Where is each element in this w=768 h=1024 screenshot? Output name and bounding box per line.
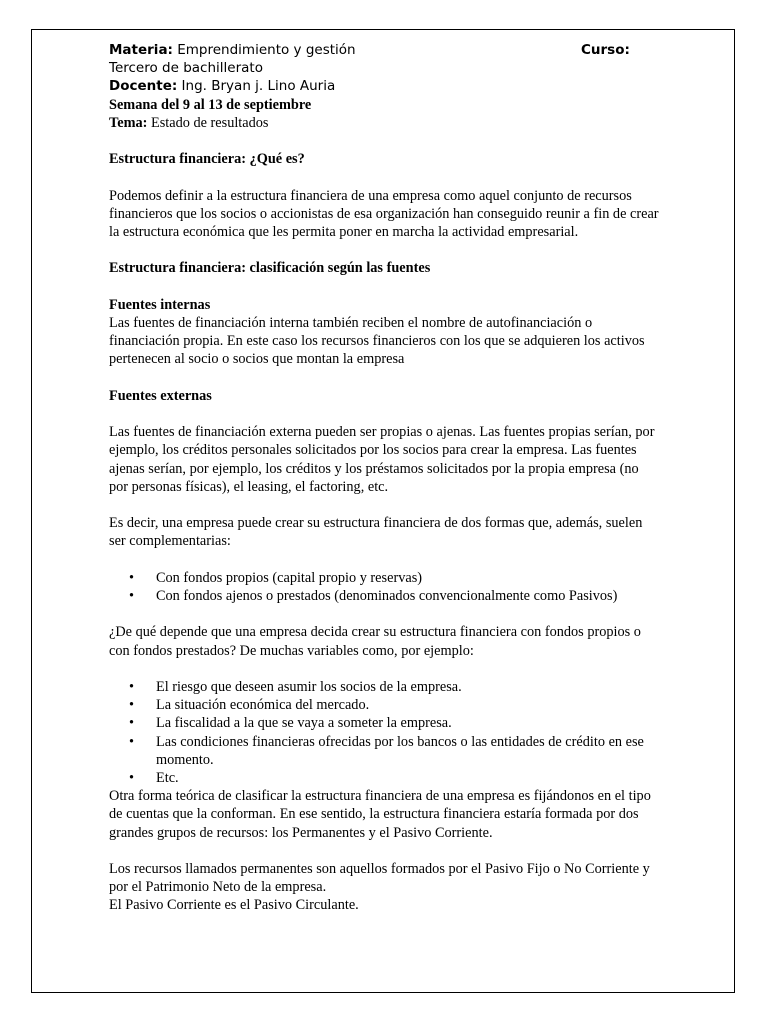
docente-label: Docente:: [109, 78, 178, 95]
section-heading: Fuentes externas: [109, 387, 212, 404]
paragraph: Podemos definir a la estructura financiera de una empresa como aquel conjunto de recursos financieros que los socios o accionistas de esa organización han conseguido reunir a fin de crear la estructura económica que les permita poner en marcha la actividad empresarial.: [109, 187, 659, 240]
bullet-list: [109, 678, 659, 787]
paragraph: Otra forma teórica de clasificar la estructura financiera de una empresa es fijándonos en el tipo de cuentas que la conforman. En ese sentido, la estructura financiera estaría formada por dos grandes grupos de recursos: los Permanentes y el Pasivo Corriente.: [109, 788, 651, 841]
paragraph: El Pasivo Corriente es el Pasivo Circulante.: [109, 897, 359, 914]
materia-value: Emprendimiento y gestión: [172, 42, 356, 58]
bullet-icon: •: [129, 697, 135, 714]
grade-line: Tercero de bachillerato: [109, 60, 263, 77]
list-item: • Con fondos ajenos o prestados (denominados convencionalmente como Pasivos): [129, 587, 618, 604]
bullet-list: [109, 569, 659, 605]
docente-value: Ing. Bryan j. Lino Auria: [177, 78, 336, 95]
bullet-icon: •: [129, 715, 135, 732]
bullet-icon: •: [129, 678, 135, 695]
paragraph: Las fuentes de financiación externa pueden ser propias o ajenas. Las fuentes propias serían, por ejemplo, los créditos personales solicitados por los socios para crear la empresa. Las fuentes ajenas serían, por ejemplo, los créditos y los préstamos solicitados por la propia empresa (no por personas físicas), el leasing, el factoring, etc.: [109, 424, 655, 495]
section-heading: Estructura financiera: clasificación según las fuentes: [109, 260, 431, 277]
week-line: Semana del 9 al 13 de septiembre: [109, 96, 312, 113]
materia-label: Materia:: [109, 42, 173, 58]
list-item: • Con fondos propios (capital propio y reservas): [129, 569, 423, 586]
paragraph: Los recursos llamados permanentes son aquellos formados por el Pasivo Fijo o No Corriente y por el Patrimonio Neto de la empresa.: [109, 860, 650, 896]
tema-value: Estado de resultados: [147, 114, 269, 131]
bullet-icon: •: [129, 569, 135, 586]
list-item: • Etc.: [129, 769, 179, 786]
teacher-line: [109, 77, 659, 95]
list-item: • Las condiciones financieras ofrecidas por los bancos o las entidades de crédito en ese momento.: [129, 733, 644, 768]
topic-line: [109, 114, 659, 132]
bullet-icon: •: [129, 769, 135, 786]
list-item: • La situación económica del mercado.: [129, 697, 370, 714]
document-body: [109, 41, 659, 915]
section-heading: Fuentes internas: [109, 296, 211, 313]
tema-label: Tema:: [109, 114, 148, 131]
list-item: • El riesgo que deseen asumir los socios de la empresa.: [129, 678, 462, 695]
list-item: • La fiscalidad a la que se vaya a someter la empresa.: [129, 715, 452, 732]
curso-label: Curso:: [581, 42, 630, 58]
section-heading: Estructura financiera: ¿Qué es?: [109, 151, 305, 168]
paragraph: Es decir, una empresa puede crear su estructura financiera de dos formas que, además, suelen ser complementarias:: [109, 515, 643, 550]
bullet-icon: •: [129, 587, 135, 604]
paragraph: ¿De qué depende que una empresa decida crear su estructura financiera con fondos propios o con fondos prestados? De muchas variables como, por ejemplo:: [109, 624, 641, 659]
bullet-icon: •: [129, 733, 135, 750]
paragraph: Las fuentes de financiación interna también reciben el nombre de autofinanciación o financiación propia. En este caso los recursos financieros con los que se adquieren los activos pertenecen al socio o socios que montan la empresa: [109, 314, 645, 368]
subject-line: [109, 41, 659, 59]
